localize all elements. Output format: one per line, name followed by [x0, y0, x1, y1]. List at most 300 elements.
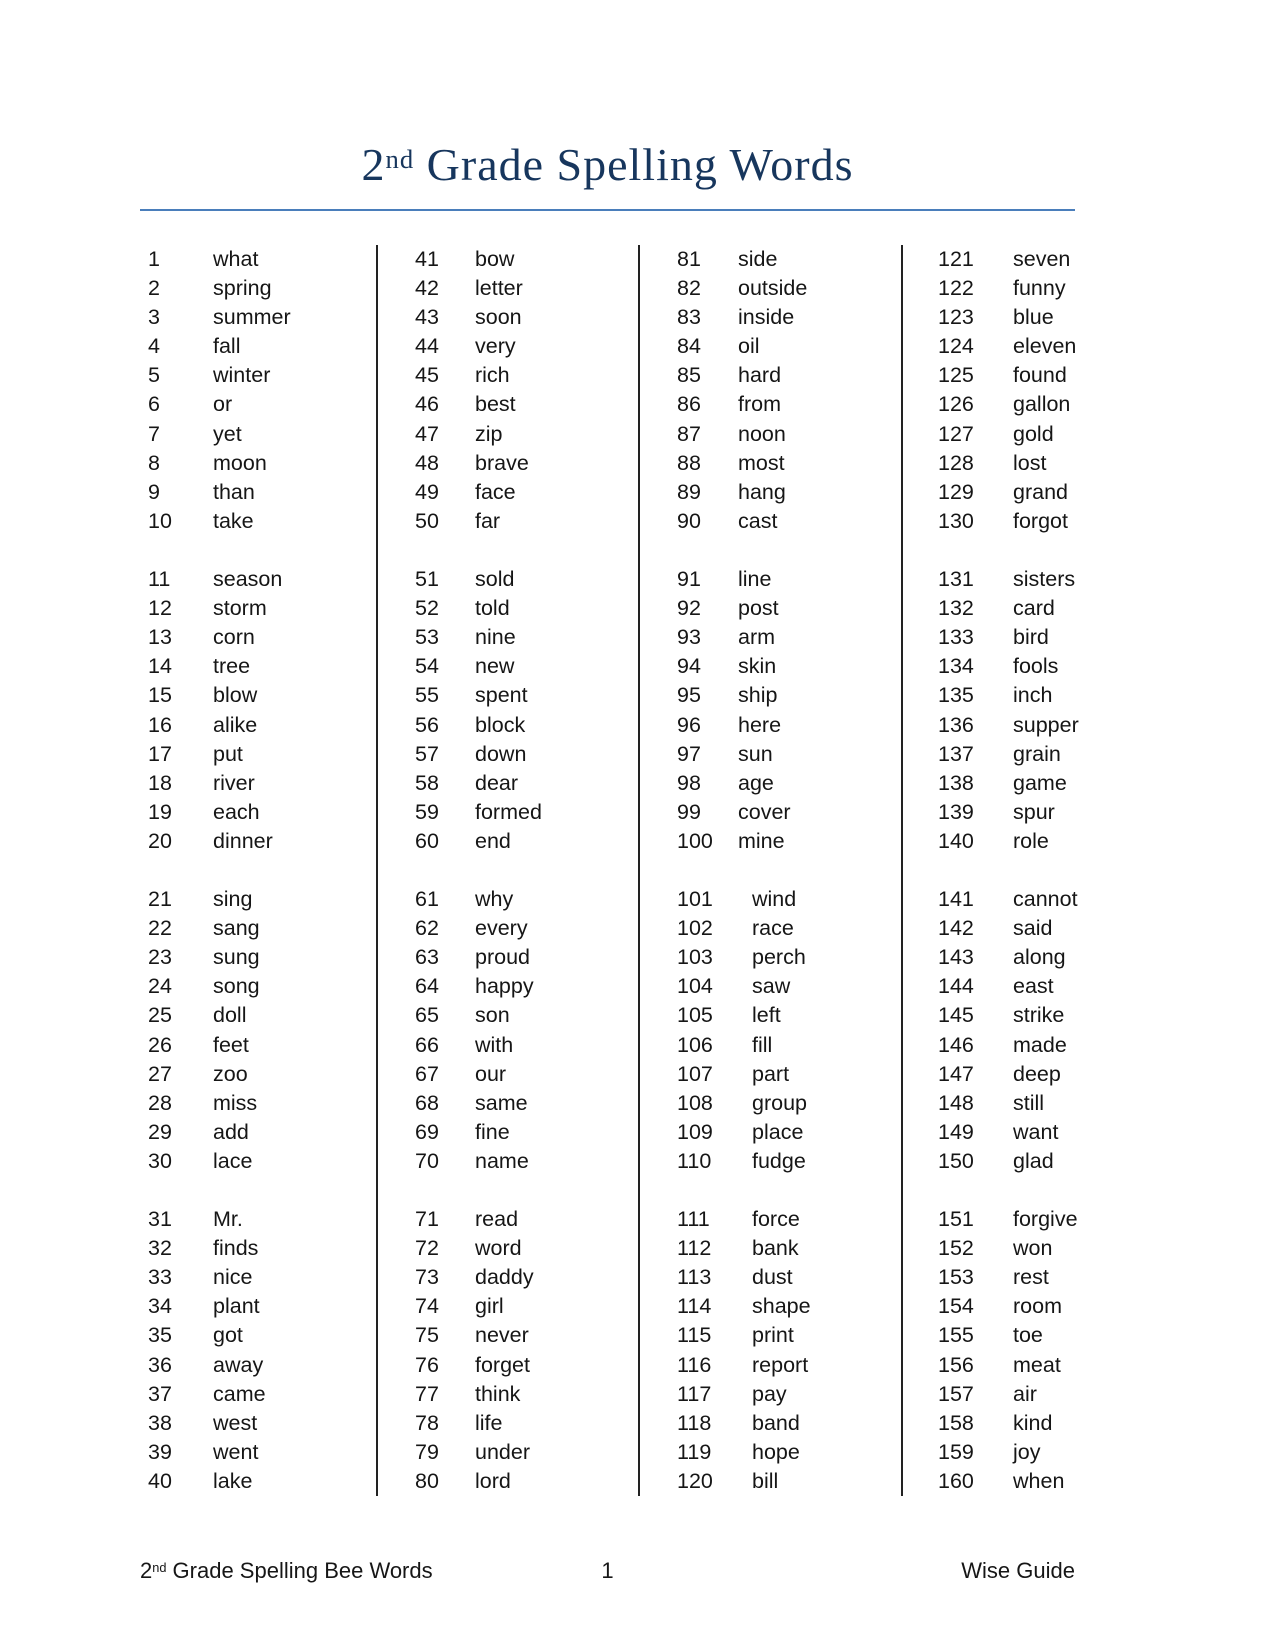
word-number: 104 [677, 974, 713, 999]
word-row [148, 565, 376, 594]
word-text: or [213, 392, 233, 417]
word-number: 79 [415, 1439, 439, 1464]
word-text: sang [213, 916, 260, 941]
word-text: block [475, 712, 526, 737]
word-number: 7 [148, 421, 160, 446]
word-text: east [1013, 974, 1054, 999]
word-row [148, 885, 376, 914]
word-row [415, 594, 638, 623]
word-row [677, 885, 901, 914]
word-number: 47 [415, 421, 439, 446]
word-number: 142 [938, 916, 974, 941]
word-number: 63 [415, 945, 439, 970]
footer-title-number: 2 [140, 1558, 153, 1583]
word-row [148, 1351, 376, 1380]
word-text: song [213, 974, 260, 999]
word-text: formed [475, 799, 542, 824]
word-text: hope [752, 1439, 800, 1464]
word-number: 86 [677, 392, 701, 417]
word-number: 13 [148, 625, 172, 650]
word-number: 97 [677, 741, 701, 766]
footer-ordinal-superscript: nd [152, 1560, 167, 1576]
word-column-1 [140, 245, 376, 1496]
word-row [148, 943, 376, 972]
group-spacer [677, 856, 901, 885]
word-row [677, 1409, 901, 1438]
word-text: never [475, 1323, 529, 1348]
word-text: saw [752, 974, 791, 999]
word-number: 111 [677, 1207, 710, 1232]
word-number: 69 [415, 1119, 439, 1144]
word-number: 65 [415, 1003, 439, 1028]
word-text: dinner [213, 828, 273, 853]
word-number: 48 [415, 450, 439, 475]
group-spacer [938, 1176, 1135, 1205]
word-text: gold [1013, 421, 1054, 446]
word-row [415, 1060, 638, 1089]
word-text: strike [1013, 1003, 1065, 1028]
word-text: told [475, 596, 510, 621]
word-number: 150 [938, 1148, 974, 1173]
word-text: take [213, 508, 254, 533]
word-number: 121 [938, 247, 974, 271]
word-text: sisters [1013, 567, 1076, 592]
word-row [938, 1205, 1135, 1234]
word-text: proud [475, 945, 530, 970]
word-number: 125 [938, 363, 974, 388]
word-number: 98 [677, 770, 701, 795]
word-text: age [738, 770, 774, 795]
word-text: room [1013, 1294, 1062, 1319]
word-number: 84 [677, 334, 701, 359]
word-number: 160 [938, 1468, 974, 1493]
word-row [148, 711, 376, 740]
word-number: 130 [938, 508, 974, 533]
word-text: what [213, 247, 259, 271]
word-row [938, 1380, 1135, 1409]
word-number: 80 [415, 1468, 439, 1493]
word-number: 6 [148, 392, 160, 417]
word-row [677, 1060, 901, 1089]
group-spacer [148, 536, 376, 565]
word-text: season [213, 567, 283, 592]
word-row [677, 943, 901, 972]
word-number: 4 [148, 334, 160, 359]
word-number: 34 [148, 1294, 172, 1319]
word-number: 151 [938, 1207, 974, 1232]
word-text: than [213, 479, 255, 504]
word-number: 32 [148, 1236, 172, 1261]
word-row [415, 507, 638, 536]
word-row [415, 420, 638, 449]
word-number: 82 [677, 276, 701, 301]
word-number: 17 [148, 741, 172, 766]
word-row [938, 1438, 1135, 1467]
word-column-3 [638, 245, 901, 1496]
word-row [677, 565, 901, 594]
group-spacer [938, 856, 1135, 885]
word-row [148, 827, 376, 856]
word-number: 54 [415, 654, 439, 679]
title-ordinal-superscript: nd [385, 144, 415, 174]
word-row [677, 594, 901, 623]
word-row [938, 1118, 1135, 1147]
word-row [938, 507, 1135, 536]
word-row [415, 972, 638, 1001]
word-text: dear [475, 770, 519, 795]
word-row [148, 1380, 376, 1409]
word-text: bill [752, 1468, 779, 1493]
word-text: went [213, 1439, 259, 1464]
word-text: very [475, 334, 516, 359]
word-text: from [738, 392, 781, 417]
word-text: sun [738, 741, 773, 766]
word-row [415, 740, 638, 769]
word-text: group [752, 1090, 807, 1115]
word-number: 51 [415, 567, 439, 592]
word-row [938, 303, 1135, 332]
word-number: 118 [677, 1410, 712, 1435]
word-row [938, 711, 1135, 740]
word-number: 56 [415, 712, 439, 737]
group-spacer [148, 856, 376, 885]
page-footer [140, 1558, 1075, 1584]
word-text: game [1013, 770, 1067, 795]
word-number: 9 [148, 479, 160, 504]
word-text: sung [213, 945, 260, 970]
word-text: came [213, 1381, 266, 1406]
word-text: brave [475, 450, 529, 475]
word-text: bird [1013, 625, 1049, 650]
word-text: fall [213, 334, 241, 359]
word-text: think [475, 1381, 521, 1406]
word-row [938, 274, 1135, 303]
word-row [677, 303, 901, 332]
word-text: shape [752, 1294, 811, 1319]
word-text: got [213, 1323, 243, 1348]
word-row [677, 914, 901, 943]
word-text: same [475, 1090, 528, 1115]
word-number: 41 [415, 247, 439, 271]
word-row [415, 681, 638, 710]
word-number: 157 [938, 1381, 974, 1406]
word-text: print [752, 1323, 794, 1348]
word-row [938, 972, 1135, 1001]
word-text: tree [213, 654, 251, 679]
word-text: oil [738, 334, 760, 359]
word-row [148, 478, 376, 507]
word-number: 42 [415, 276, 439, 301]
word-number: 106 [677, 1032, 713, 1057]
word-number: 38 [148, 1410, 172, 1435]
word-number: 72 [415, 1236, 439, 1261]
word-row [148, 972, 376, 1001]
word-row [677, 740, 901, 769]
group-spacer [148, 1176, 376, 1205]
word-number: 88 [677, 450, 701, 475]
word-row [415, 449, 638, 478]
word-row [677, 972, 901, 1001]
word-number: 31 [148, 1207, 172, 1232]
word-row [938, 885, 1135, 914]
word-text: summer [213, 305, 291, 330]
word-number: 132 [938, 596, 974, 621]
word-text: life [475, 1410, 503, 1435]
word-text: with [475, 1032, 514, 1057]
word-text: deep [1013, 1061, 1061, 1086]
word-text: race [752, 916, 794, 941]
word-text: happy [475, 974, 534, 999]
word-text: found [1013, 363, 1067, 388]
word-text: miss [213, 1090, 258, 1115]
word-row [148, 1118, 376, 1147]
word-row [677, 1031, 901, 1060]
word-row [938, 769, 1135, 798]
word-text: hang [738, 479, 786, 504]
word-text: best [475, 392, 516, 417]
word-row [148, 1060, 376, 1089]
word-row [677, 420, 901, 449]
word-row [415, 1351, 638, 1380]
word-number: 24 [148, 974, 172, 999]
word-row [677, 332, 901, 361]
word-number: 30 [148, 1148, 172, 1173]
word-row [677, 1001, 901, 1030]
word-text: seven [1013, 247, 1071, 271]
word-number: 146 [938, 1032, 974, 1057]
word-number: 27 [148, 1061, 172, 1086]
word-row [677, 1438, 901, 1467]
word-text: when [1013, 1468, 1065, 1493]
word-row [148, 1205, 376, 1234]
word-text: spring [213, 276, 272, 301]
word-row [677, 652, 901, 681]
word-row [415, 1089, 638, 1118]
word-row [938, 1351, 1135, 1380]
word-number: 77 [415, 1381, 439, 1406]
word-row [677, 1205, 901, 1234]
group-spacer [677, 536, 901, 565]
word-text: add [213, 1119, 249, 1144]
word-row [415, 1118, 638, 1147]
word-number: 147 [938, 1061, 974, 1086]
word-number: 28 [148, 1090, 172, 1115]
word-number: 155 [938, 1323, 974, 1348]
word-row [148, 1001, 376, 1030]
word-row [148, 769, 376, 798]
word-row [677, 361, 901, 390]
word-text: under [475, 1439, 530, 1464]
word-row [148, 740, 376, 769]
word-number: 90 [677, 508, 701, 533]
word-text: nice [213, 1265, 253, 1290]
word-text: force [752, 1207, 800, 1232]
word-text: funny [1013, 276, 1066, 301]
word-text: along [1013, 945, 1066, 970]
word-number: 76 [415, 1352, 439, 1377]
word-number: 61 [415, 887, 439, 912]
word-number: 112 [677, 1236, 712, 1261]
word-text: forgive [1013, 1207, 1078, 1232]
word-text: left [752, 1003, 781, 1028]
word-text: blue [1013, 305, 1054, 330]
word-text: finds [213, 1236, 259, 1261]
word-number: 116 [677, 1352, 712, 1377]
word-row [148, 1467, 376, 1496]
word-text: spent [475, 683, 528, 708]
word-number: 108 [677, 1090, 713, 1115]
word-row [938, 390, 1135, 419]
word-text: yet [213, 421, 242, 446]
word-number: 2 [148, 276, 160, 301]
word-text: new [475, 654, 515, 679]
word-number: 67 [415, 1061, 439, 1086]
word-text: cast [738, 508, 778, 533]
word-number: 71 [415, 1207, 439, 1232]
word-text: grand [1013, 479, 1068, 504]
word-row [148, 1292, 376, 1321]
word-column-4 [901, 245, 1135, 1496]
word-number: 137 [938, 741, 974, 766]
word-row [677, 1380, 901, 1409]
word-row [415, 711, 638, 740]
word-text: why [475, 887, 514, 912]
word-row [148, 1321, 376, 1350]
word-text: said [1013, 916, 1053, 941]
word-row [148, 1409, 376, 1438]
word-text: moon [213, 450, 267, 475]
word-row [938, 623, 1135, 652]
word-row [415, 1001, 638, 1030]
word-row [415, 798, 638, 827]
word-text: corn [213, 625, 255, 650]
word-row [938, 1292, 1135, 1321]
word-text: made [1013, 1032, 1067, 1057]
word-number: 117 [677, 1381, 712, 1406]
word-row [677, 478, 901, 507]
word-text: daddy [475, 1265, 534, 1290]
group-spacer [415, 1176, 638, 1205]
word-text: alike [213, 712, 258, 737]
word-text: end [475, 828, 511, 853]
word-row [148, 449, 376, 478]
word-number: 101 [677, 887, 713, 912]
word-text: fools [1013, 654, 1059, 679]
word-text: still [1013, 1090, 1045, 1115]
word-text: outside [738, 276, 808, 301]
word-number: 12 [148, 596, 172, 621]
word-row [677, 623, 901, 652]
word-number: 85 [677, 363, 701, 388]
word-number: 102 [677, 916, 713, 941]
word-number: 109 [677, 1119, 713, 1144]
word-text: son [475, 1003, 510, 1028]
word-number: 1 [148, 247, 160, 271]
word-text: our [475, 1061, 507, 1086]
word-row [938, 245, 1135, 274]
group-spacer [677, 1176, 901, 1205]
word-number: 35 [148, 1323, 172, 1348]
word-row [938, 1089, 1135, 1118]
word-text: gallon [1013, 392, 1071, 417]
word-row [148, 507, 376, 536]
word-number: 99 [677, 799, 701, 824]
word-number: 126 [938, 392, 974, 417]
word-number: 21 [148, 887, 172, 912]
word-text: report [752, 1352, 809, 1377]
word-text: river [213, 770, 255, 795]
word-row [148, 1263, 376, 1292]
word-text: joy [1013, 1439, 1041, 1464]
word-number: 68 [415, 1090, 439, 1115]
group-spacer [415, 536, 638, 565]
word-row [677, 798, 901, 827]
word-number: 29 [148, 1119, 172, 1144]
word-row [415, 1205, 638, 1234]
word-row [938, 827, 1135, 856]
word-row [677, 1118, 901, 1147]
word-text: storm [213, 596, 267, 621]
word-text: kind [1013, 1410, 1053, 1435]
word-row [938, 361, 1135, 390]
word-text: every [475, 916, 528, 941]
footer-page-number: 1 [601, 1558, 614, 1583]
word-number: 122 [938, 276, 974, 301]
word-number: 136 [938, 712, 974, 737]
word-number: 95 [677, 683, 701, 708]
word-row [677, 769, 901, 798]
word-text: lost [1013, 450, 1047, 475]
word-number: 140 [938, 828, 974, 853]
word-text: read [475, 1207, 519, 1232]
word-text: arm [738, 625, 776, 650]
word-text: hard [738, 363, 782, 388]
word-number: 62 [415, 916, 439, 941]
word-row [938, 332, 1135, 361]
word-row [938, 1031, 1135, 1060]
word-number: 159 [938, 1439, 974, 1464]
word-row [938, 943, 1135, 972]
word-number: 5 [148, 363, 160, 388]
word-number: 44 [415, 334, 439, 359]
word-row [677, 711, 901, 740]
word-row [677, 1234, 901, 1263]
word-row [677, 1321, 901, 1350]
word-number: 133 [938, 625, 974, 650]
word-number: 144 [938, 974, 974, 999]
word-number: 45 [415, 363, 439, 388]
word-row [677, 449, 901, 478]
word-number: 149 [938, 1119, 974, 1144]
word-number: 152 [938, 1236, 974, 1261]
word-row [938, 449, 1135, 478]
word-row [148, 390, 376, 419]
word-text: noon [738, 421, 786, 446]
word-number: 89 [677, 479, 701, 504]
word-row [148, 798, 376, 827]
word-text: cannot [1013, 887, 1078, 912]
word-text: soon [475, 305, 522, 330]
word-row [677, 1467, 901, 1496]
word-text: sold [475, 567, 515, 592]
word-text: fudge [752, 1148, 806, 1173]
word-number: 22 [148, 916, 172, 941]
word-text: down [475, 741, 527, 766]
word-row [415, 565, 638, 594]
word-number: 74 [415, 1294, 439, 1319]
word-text: Mr. [213, 1207, 243, 1232]
word-number: 143 [938, 945, 974, 970]
